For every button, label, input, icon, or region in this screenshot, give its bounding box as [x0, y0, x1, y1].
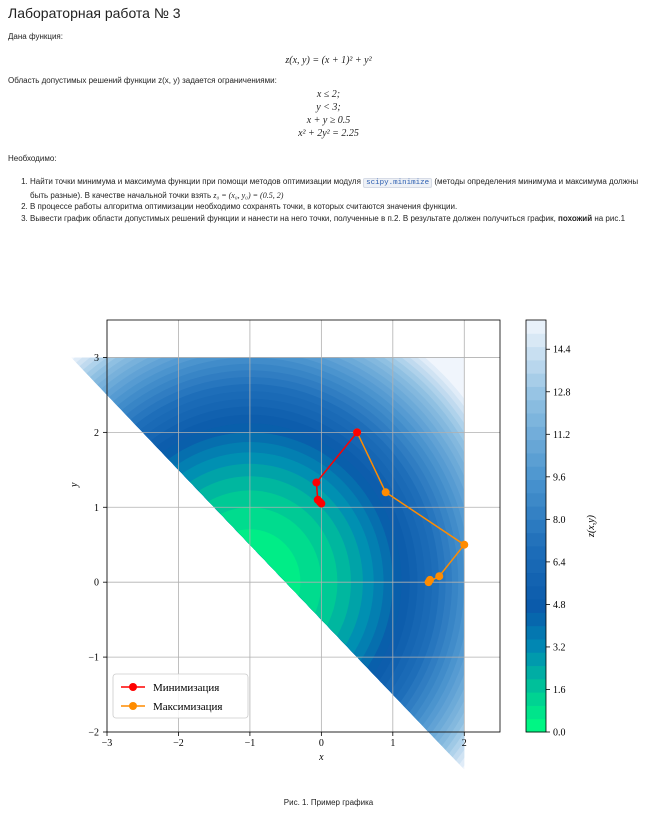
- colorbar-band: [526, 519, 546, 533]
- figure-caption: Рис. 1. Пример графика: [283, 798, 374, 807]
- colorbar-band: [526, 373, 546, 387]
- colorbar-tick-label: 9.6: [553, 472, 566, 484]
- legend: [113, 674, 248, 718]
- x-tick-label: −1: [244, 738, 256, 749]
- task-3-text: Вывести график области допустимых решений функции и нанести на него точки, полученные в п.2. В результате должен получиться график,: [30, 213, 559, 223]
- constraint-4: x² + 2y² = 2.25: [298, 128, 359, 139]
- data-point: [435, 572, 443, 580]
- y-tick-label: 3: [94, 352, 99, 364]
- colorbar-tick-label: 0.0: [553, 727, 566, 739]
- colorbar-band: [526, 466, 546, 480]
- data-point: [382, 488, 390, 496]
- constraints: [0, 88, 657, 140]
- colorbar-label: z(x,y): [586, 515, 597, 537]
- colorbar-band: [526, 320, 546, 334]
- colorbar-tick-label: 8.0: [553, 514, 566, 526]
- x-tick-label: 0: [318, 738, 324, 749]
- x-tick-label: −3: [101, 738, 113, 749]
- colorbar-band: [526, 347, 546, 361]
- x-tick-label: −2: [173, 738, 184, 749]
- data-point: [460, 541, 468, 549]
- colorbar-band: [526, 360, 546, 374]
- task-list: [0, 176, 648, 224]
- colorbar-band: [526, 546, 546, 560]
- colorbar-band: [526, 666, 546, 680]
- colorbar-band: [526, 400, 546, 414]
- colorbar-tick-label: 12.8: [553, 387, 571, 399]
- task-3-bold: похожий: [558, 213, 593, 223]
- legend-marker: [129, 702, 137, 710]
- task-1-text-2: (методы определения минимума и максимума должны быть разные). В качестве начальной точки взять: [30, 177, 639, 200]
- colorbar-band: [526, 479, 546, 493]
- given-label: Дана функция:: [8, 32, 63, 41]
- colorbar-band: [526, 426, 546, 440]
- colorbar-band: [526, 692, 546, 706]
- x-tick-label: 1: [390, 738, 396, 749]
- task-item-3: [30, 213, 648, 225]
- colorbar-tick-label: 3.2: [553, 642, 566, 654]
- colorbar-band: [526, 413, 546, 427]
- colorbar: [526, 320, 597, 739]
- colorbar-band: [526, 573, 546, 587]
- task-2-text: В процессе работы алгоритма оптимизации необходимо сохранять точки, в которых считаются значения функции.: [30, 202, 458, 211]
- colorbar-band: [526, 599, 546, 613]
- x-tick-label: 2: [461, 738, 467, 749]
- figure: [0, 290, 657, 790]
- colorbar-band: [526, 493, 546, 507]
- constraint-3: x + y ≥ 0.5: [306, 115, 351, 126]
- colorbar-tick-label: 14.4: [553, 344, 571, 356]
- y-tick-label: 1: [94, 502, 99, 514]
- colorbar-band: [526, 453, 546, 467]
- colorbar-band: [526, 639, 546, 653]
- colorbar-band: [526, 626, 546, 640]
- colorbar-tick-label: 6.4: [553, 557, 566, 569]
- colorbar-band: [526, 586, 546, 600]
- scipy-minimize-code: scipy.minimize: [363, 178, 432, 188]
- colorbar-band: [526, 506, 546, 520]
- legend-label: Максимизация: [153, 701, 223, 713]
- y-axis-label: y: [69, 482, 80, 488]
- colorbar-band: [526, 612, 546, 626]
- constraint-2: y < 3;: [316, 102, 341, 113]
- y-tick-label: −1: [88, 652, 99, 664]
- colorbar-band: [526, 652, 546, 666]
- task-3-text-2: на рис.1: [592, 213, 626, 223]
- x-axis-label: x: [319, 752, 324, 763]
- colorbar-band: [526, 440, 546, 454]
- data-point: [426, 576, 434, 584]
- required-label: Необходимо:: [8, 154, 57, 163]
- colorbar-band: [526, 386, 546, 400]
- y-tick-label: 0: [94, 577, 99, 589]
- task-1-text: Найти точки минимума и максимума функции при помощи методов оптимизации модуля: [30, 177, 364, 186]
- data-point: [316, 498, 324, 506]
- function-formula: z(x, y) = (x + 1)² + y²: [285, 55, 372, 66]
- legend-marker: [129, 683, 137, 691]
- task-item-2: [30, 201, 648, 213]
- y-tick-label: 2: [94, 427, 99, 439]
- colorbar-tick-label: 11.2: [553, 429, 571, 441]
- region-label: Область допустимых решений функции z(x, y) задается ограничениями:: [8, 76, 277, 85]
- legend-label: Минимизация: [153, 682, 220, 694]
- colorbar-band: [526, 533, 546, 547]
- data-point: [312, 479, 320, 487]
- colorbar-band: [526, 705, 546, 719]
- page-title: Лабораторная работа № 3: [8, 5, 181, 21]
- colorbar-band: [526, 719, 546, 733]
- start-point-formula: z₀ = (x₀, y₀) = (0.5, 2): [213, 190, 284, 200]
- constraint-1: x ≤ 2;: [316, 89, 341, 100]
- colorbar-band: [526, 333, 546, 347]
- y-tick-label: −2: [88, 727, 99, 739]
- colorbar-band: [526, 559, 546, 573]
- data-point: [353, 428, 361, 436]
- colorbar-band: [526, 679, 546, 693]
- colorbar-tick-label: 1.6: [553, 684, 566, 696]
- task-item-1: [30, 176, 648, 201]
- colorbar-tick-label: 4.8: [553, 599, 566, 611]
